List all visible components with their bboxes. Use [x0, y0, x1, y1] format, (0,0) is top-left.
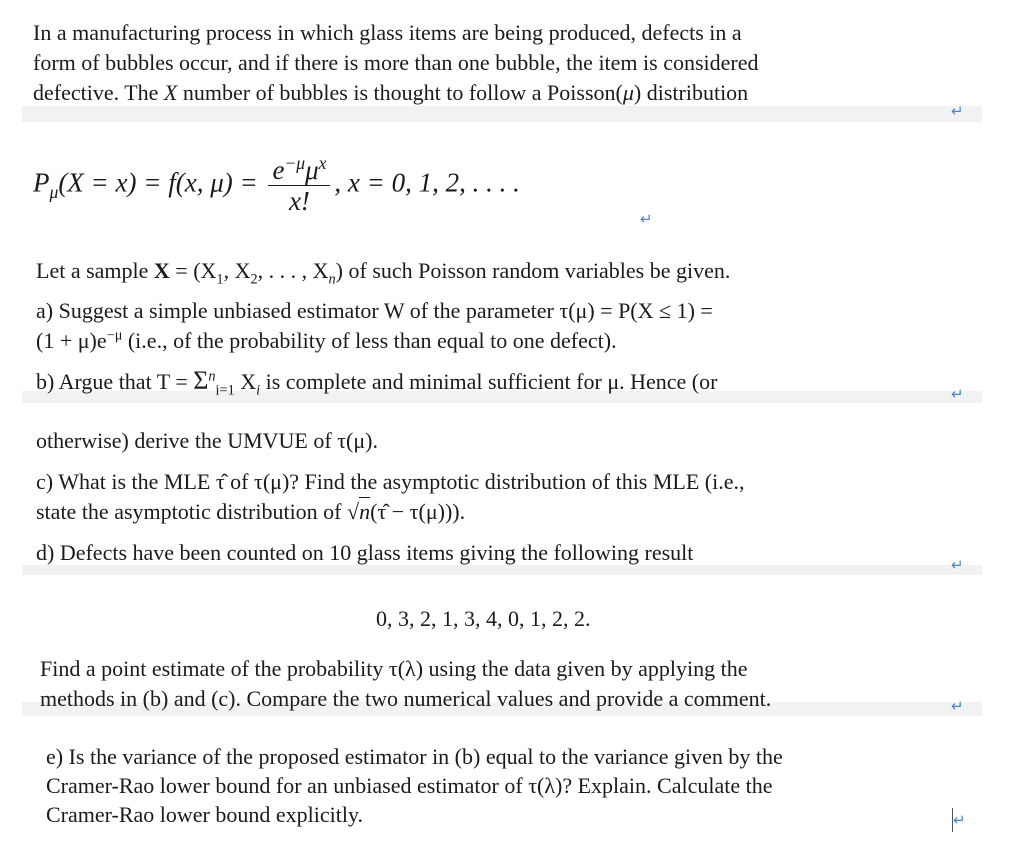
part-d-line-1: d) Defects have been counted on 10 glass items giving the following result [36, 540, 694, 565]
part-c-line-2: state the asymptotic distribution of √n(τ̂ − τ(μ))). [36, 497, 465, 527]
paragraph-shade-intro [22, 102, 982, 122]
paragraph-mark-icon: ↵ [640, 210, 653, 228]
part-a-line-2: $(1 + \mu)e^{-\mu}$ (i.e., of the probability of less than equal to one defect). [36, 327, 617, 353]
intro-line-2: form of bubbles occur, and if there is more than one bubble, the item is considered [33, 50, 759, 75]
part-e-line-3: Cramer-Rao lower bound explicitly. [46, 802, 364, 827]
paragraph-mark-icon: ↵ [951, 697, 964, 715]
part-d-line-2: Find a point estimate of the probability τ(λ) using the data given by applying the [40, 656, 748, 681]
part-a-line-1: a) Suggest a simple unbiased estimator W of the parameter τ(μ) = P(X ≤ 1) = [36, 298, 713, 323]
part-b-line-1: b) Argue that $T = \Sigma^n_{i=1}$ $X_i$ is complete and minimal sufficient for μ. Hence (or [36, 366, 718, 399]
pmf-fraction: $\frac{e^{-\mu}\mu^x}{x!}$ [268, 157, 330, 214]
text-cursor [952, 808, 953, 832]
defect-data: 0, 3, 2, 1, 3, 4, 0, 1, 2, 2. [376, 606, 591, 631]
paragraph-mark-icon: ↵ [953, 811, 966, 829]
part-d-line-3: methods in (b) and (c). Compare the two numerical values and provide a comment. [40, 686, 772, 711]
paragraph-mark-icon: ↵ [951, 385, 964, 403]
intro-line-3: defective. The X number of bubbles is thought to follow a Poisson(μ) distribution [33, 80, 749, 105]
part-e-line-1: e) Is the variance of the proposed estimator in (b) equal to the variance given by the [46, 744, 783, 769]
paragraph-mark-icon: ↵ [951, 556, 964, 574]
part-b-line-2: otherwise) derive the UMVUE of τ(μ). [36, 428, 378, 453]
part-e-line-2: Cramer-Rao lower bound for an unbiased estimator of τ(λ)? Explain. Calculate the [46, 773, 773, 798]
poisson-pmf-formula: $P_\mu(X = x) = f(x$, μ) = $\frac{e^{-\mu}\mu^x}{x!}$ , x = 0, 1, 2, . . . . [33, 153, 520, 216]
part-c-line-1: c) What is the MLE τ̂ of τ(μ)? Find the asymptotic distribution of this MLE (i.e., [36, 469, 745, 494]
sample-sentence: Let a sample $X = (X_1$, $X_2$, . . . , $X_n$) of such Poisson random variables be given. [36, 258, 731, 288]
sqrt-n: √n [347, 499, 371, 524]
intro-line-1: In a manufacturing process in which glass items are being produced, defects in a [33, 20, 742, 45]
paragraph-mark-icon: ↵ [951, 102, 964, 120]
